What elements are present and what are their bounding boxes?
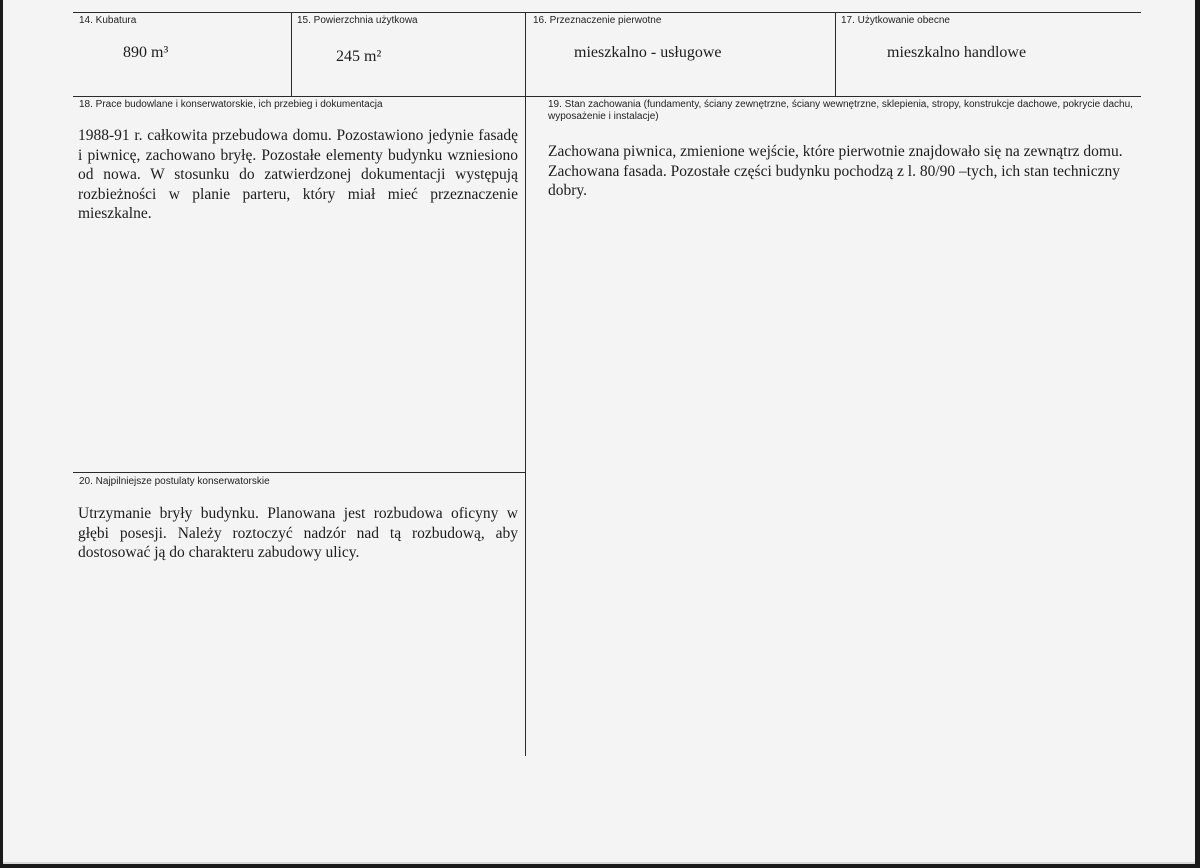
section-20-rule [73,472,525,473]
form-card [3,0,1195,864]
prace-label: 18. Prace budowlane i konserwatorskie, ich przebieg i dokumentacja [79,99,383,110]
column-divider-1 [291,12,292,96]
postulaty-text: Utrzymanie bryły budynku. Planowana jest rozbudowa oficyny w głębi posesji. Należy roztoczyć nadzór nad tą rozbudową, aby dostosować ją do charakteru zabudowy ulicy. [78,505,518,561]
przeznaczenie-value: mieszkalno - usługowe [574,44,722,61]
powierzchnia-label: 15. Powierzchnia użytkowa [297,15,418,26]
stan-text: Zachowana piwnica, zmienione wejście, które pierwotnie znajdowało się na zewnątrz domu. Zachowana fasada. Pozostałe części budynku pochodzą z l. 80/90 –tych, ich stan techniczny dobry. [548,143,1123,199]
column-divider-2 [525,12,526,756]
przeznaczenie-label: 16. Przeznaczenie pierwotne [533,15,662,26]
kubatura-label: 14. Kubatura [79,15,137,26]
powierzchnia-value: 245 m² [336,48,382,65]
uzytkowanie-value: mieszkalno handlowe [887,44,1027,61]
stan-label: 19. Stan zachowania (fundamenty, ściany zewnętrzne, ściany wewnętrzne, sklepienia, stropy, konstrukcje dachowe, pokrycie dachu, wyposażenie i instalacje) [548,99,1133,122]
column-divider-3 [835,12,836,96]
prace-text: 1988-91 r. całkowita przebudowa domu. Pozostawiono jedynie fasadę i piwnicę, zachowano bryłę. Pozostałe elementy budynku wzniesiono od nowa. W stosunku do zatwierdzonej dokumentacji występują rozbieżności w planie parteru, który miał mieć przeznaczenie mieszkalne. [78,127,518,222]
row-divider [73,96,1141,97]
kubatura-value: 890 m³ [123,44,169,61]
top-rule [73,12,1141,13]
postulaty-label: 20. Najpilniejsze postulaty konserwatorskie [79,476,270,487]
uzytkowanie-label: 17. Użytkowanie obecne [841,15,950,26]
